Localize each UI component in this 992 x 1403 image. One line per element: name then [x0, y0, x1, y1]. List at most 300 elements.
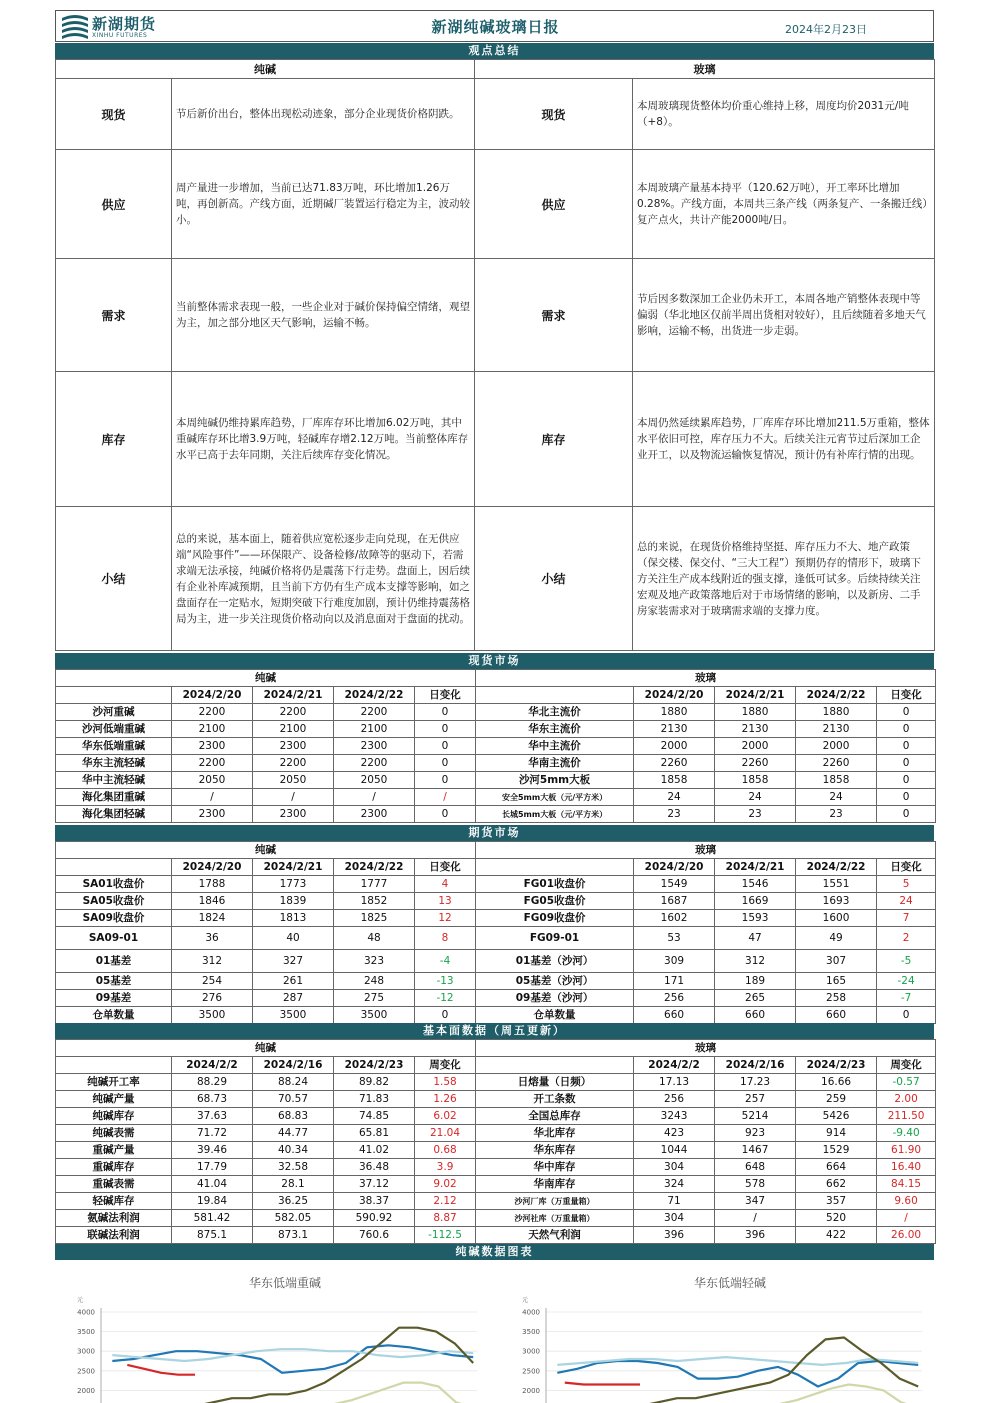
cell-value: 47 [715, 927, 796, 950]
cell-value: 265 [715, 990, 796, 1007]
table-row [56, 704, 936, 721]
cell-value: 1687 [634, 893, 715, 910]
cell-value: 1880 [634, 704, 715, 721]
table-row [56, 927, 936, 950]
cell-value: 36.48 [334, 1159, 415, 1176]
row-name: 华东库存 [476, 1142, 634, 1159]
cell-value: 1669 [715, 893, 796, 910]
cell-value: 17.23 [715, 1074, 796, 1091]
chart-light-soda [500, 1264, 930, 1403]
view-soda-text: 周产量进一步增加，当前已达71.83万吨，环比增加1.26万吨，再创新高。产线方面，近期碱厂装置运行稳定为主，波动较小。 [172, 150, 475, 259]
cell-value: 65.81 [334, 1125, 415, 1142]
fund-col-header: 2024/2/23 [334, 1057, 415, 1074]
cell-value: 2260 [634, 755, 715, 772]
cell-value: 1593 [715, 910, 796, 927]
cell-value: 2000 [715, 738, 796, 755]
cell-value: 6.02 [415, 1108, 476, 1125]
view-glass-text: 本周玻璃产量基本持平（120.62万吨），开工率环比增加0.28%。产线方面，本周共三条产线（两条复产、一条搬迁线）复产点火，共计产能2000吨/日。 [633, 150, 935, 259]
cell-value: 2300 [334, 738, 415, 755]
cell-value: 2200 [253, 704, 334, 721]
view-row-demand [56, 259, 935, 372]
cell-value: 1044 [634, 1142, 715, 1159]
cell-value: 41.02 [334, 1142, 415, 1159]
cell-value: / [253, 789, 334, 806]
futures-corner [476, 859, 634, 876]
cell-value: 648 [715, 1159, 796, 1176]
view-soda-text: 本周纯碱仍维持累库趋势，厂库库存环比增加6.02万吨，其中重碱库存环比增3.9万吨，轻碱库存增2.12万吨。当前整体库存水平已高于去年同期，关注后续库存变化情况。 [172, 372, 475, 507]
cell-value: 1602 [634, 910, 715, 927]
cell-value: 357 [796, 1193, 877, 1210]
spot-head-glass: 玻璃 [476, 670, 936, 687]
cell-value: 40.34 [253, 1142, 334, 1159]
view-glass-text: 总的来说，在现货价格维持坚挺、库存压力不大、地产政策（保交楼、保交付、“三大工程”）预期仍存的情形下，玻璃下方关注生产成本线附近的强支撑，逢低可试多。后续持续关注宏观及地产政策落地后对于市场情绪的影响，以及新房、二手房家装需求对于玻璃需求端的支撑力度。 [633, 507, 935, 651]
cell-value: 16.40 [877, 1159, 936, 1176]
cell-value: 327 [253, 950, 334, 973]
cell-value: 0 [415, 755, 476, 772]
row-name: 华南主流价 [476, 755, 634, 772]
row-name: SA05收盘价 [56, 893, 172, 910]
view-label: 供应 [475, 150, 633, 259]
cell-value: 24 [877, 893, 936, 910]
cell-value: 2260 [796, 755, 877, 772]
charts-area [55, 1264, 934, 1403]
cell-value: 1858 [634, 772, 715, 789]
cell-value: 0 [415, 721, 476, 738]
cell-value: 9.02 [415, 1176, 476, 1193]
futures-corner [56, 859, 172, 876]
spot-group-row [56, 670, 936, 687]
cell-value: 1467 [715, 1142, 796, 1159]
cell-value: 2200 [334, 704, 415, 721]
cell-value: 1880 [715, 704, 796, 721]
row-name: 安全5mm大板（元/平方米） [476, 789, 634, 806]
table-row [56, 893, 936, 910]
cell-value: 53 [634, 927, 715, 950]
cell-value: 275 [334, 990, 415, 1007]
cell-value: 2300 [334, 806, 415, 823]
cell-value: 3500 [334, 1007, 415, 1024]
y-tick-label: 3500 [77, 1328, 95, 1337]
table-row [56, 738, 936, 755]
fund-group-row [56, 1040, 936, 1057]
table-row [56, 950, 936, 973]
cell-value: / [334, 789, 415, 806]
table-row [56, 772, 936, 789]
fund-col-header: 2024/2/23 [796, 1057, 877, 1074]
view-soda-text: 当前整体需求表现一般，一些企业对于碱价保持偏空情绪，观望为主，加之部分地区天气影响，运输不畅。 [172, 259, 475, 372]
cell-value: 2260 [715, 755, 796, 772]
cell-value: 287 [253, 990, 334, 1007]
row-name: 05基差（沙河） [476, 973, 634, 990]
cell-value: 2100 [253, 721, 334, 738]
view-label: 需求 [475, 259, 633, 372]
row-name: FG05收盘价 [476, 893, 634, 910]
series-line-3 [779, 1385, 918, 1403]
row-name: 全国总库存 [476, 1108, 634, 1125]
view-row-spot [56, 79, 935, 150]
cell-value: 1846 [172, 893, 253, 910]
view-label: 库存 [56, 372, 172, 507]
cell-value: 590.92 [334, 1210, 415, 1227]
cell-value: 2050 [253, 772, 334, 789]
cell-value: 662 [796, 1176, 877, 1193]
cell-value: 578 [715, 1176, 796, 1193]
cell-value: 760.6 [334, 1227, 415, 1244]
cell-value: 84.15 [877, 1176, 936, 1193]
cell-value: -9.40 [877, 1125, 936, 1142]
futures-col-header: 2024/2/21 [715, 859, 796, 876]
row-name: 沙河重碱 [56, 704, 172, 721]
section-band-spot: 现货市场 [55, 653, 934, 669]
cell-value: 2300 [172, 738, 253, 755]
logo-cn-text: 新湖期货 [92, 15, 157, 33]
y-tick-label: 3000 [77, 1347, 95, 1356]
y-tick-label: 2500 [522, 1367, 540, 1376]
y-tick-label: 2500 [77, 1367, 95, 1376]
y-tick-label: 2000 [522, 1386, 540, 1395]
cell-value: 2 [877, 927, 936, 950]
futures-head-glass: 玻璃 [476, 842, 936, 859]
cell-value: / [715, 1210, 796, 1227]
view-header-row [56, 60, 935, 79]
cell-value: 664 [796, 1159, 877, 1176]
cell-value: 3243 [634, 1108, 715, 1125]
table-row [56, 1159, 936, 1176]
view-head-glass: 玻璃 [475, 60, 935, 79]
section-band-view: 观点总结 [55, 43, 934, 59]
cell-value: 5214 [715, 1108, 796, 1125]
row-name: 沙河低端重碱 [56, 721, 172, 738]
spot-head-soda: 纯碱 [56, 670, 476, 687]
cell-value: 0 [415, 738, 476, 755]
row-name: 日熔量（日频） [476, 1074, 634, 1091]
table-row [56, 1074, 936, 1091]
row-name: 09基差（沙河） [476, 990, 634, 1007]
cell-value: 70.57 [253, 1091, 334, 1108]
row-name: 重碱库存 [56, 1159, 172, 1176]
cell-value: 423 [634, 1125, 715, 1142]
cell-value: 1839 [253, 893, 334, 910]
cell-value: 1813 [253, 910, 334, 927]
cell-value: 1858 [796, 772, 877, 789]
report-page [55, 10, 934, 1403]
spot-col-header: 2024/2/22 [796, 687, 877, 704]
cell-value: 0 [877, 721, 936, 738]
cell-value: 875.1 [172, 1227, 253, 1244]
view-soda-text: 节后新价出台，整体出现松动迹象，部分企业现货价格阴跌。 [172, 79, 475, 150]
table-row [56, 1108, 936, 1125]
row-name: 华中主流轻碱 [56, 772, 172, 789]
cell-value: 2100 [172, 721, 253, 738]
cell-value: 582.05 [253, 1210, 334, 1227]
cell-value: 13 [415, 893, 476, 910]
table-row [56, 990, 936, 1007]
cell-value: 5426 [796, 1108, 877, 1125]
cell-value: 0 [415, 704, 476, 721]
view-glass-text: 节后因多数深加工企业仍未开工，本周各地产销整体表现中等偏弱（华北地区仅前半周出货相对较好），且后续随着多地天气影响，运输不畅，出货进一步走弱。 [633, 259, 935, 372]
cell-value: 9.60 [877, 1193, 936, 1210]
section-band-fundamental: 基本面数据（周五更新） [55, 1023, 934, 1039]
cell-value: 276 [172, 990, 253, 1007]
cell-value: 1529 [796, 1142, 877, 1159]
cell-value: 171 [634, 973, 715, 990]
y-axis-unit: 元 [522, 1297, 529, 1304]
cell-value: 0 [877, 1007, 936, 1024]
view-label: 小结 [56, 507, 172, 651]
row-name: 纯碱产量 [56, 1091, 172, 1108]
table-row [56, 910, 936, 927]
cell-value: 1600 [796, 910, 877, 927]
cell-value: 2050 [334, 772, 415, 789]
report-date: 2024年2月23日 [785, 23, 867, 36]
cell-value: 61.90 [877, 1142, 936, 1159]
cell-value: 7 [877, 910, 936, 927]
spot-col-header-row [56, 687, 936, 704]
spot-col-header: 2024/2/20 [172, 687, 253, 704]
cell-value: 660 [715, 1007, 796, 1024]
row-name: 华南库存 [476, 1176, 634, 1193]
report-title: 新湖纯碱玻璃日报 [431, 18, 560, 36]
cell-value: 2300 [253, 806, 334, 823]
cell-value: 248 [334, 973, 415, 990]
cell-value: -4 [415, 950, 476, 973]
table-row [56, 1007, 936, 1024]
table-row [56, 1227, 936, 1244]
row-name: 01基差 [56, 950, 172, 973]
row-name: 01基差（沙河） [476, 950, 634, 973]
row-name: 沙河厂库（万重量箱） [476, 1193, 634, 1210]
cell-value: 1693 [796, 893, 877, 910]
cell-value: 165 [796, 973, 877, 990]
futures-col-header: 日变化 [877, 859, 936, 876]
row-name: 轻碱库存 [56, 1193, 172, 1210]
row-name: 华东主流价 [476, 721, 634, 738]
cell-value: 0.68 [415, 1142, 476, 1159]
fund-corner [56, 1057, 172, 1074]
cell-value: 71.72 [172, 1125, 253, 1142]
cell-value: 1773 [253, 876, 334, 893]
fund-corner [476, 1057, 634, 1074]
cell-value: 0 [877, 772, 936, 789]
view-label: 小结 [475, 507, 633, 651]
spot-corner [476, 687, 634, 704]
table-row [56, 1091, 936, 1108]
row-name: FG09-01 [476, 927, 634, 950]
row-name: 华东主流轻碱 [56, 755, 172, 772]
cell-value: 24 [634, 789, 715, 806]
view-soda-text: 总的来说，基本面上，随着供应宽松逐步走向兑现，在无供应端“风险事件”——环保限产、设备检修/故障等的驱动下，若需求端无法承接，纯碱价格将仍是震荡下行走势。盘面上，因后续有企业补库减预期，且当前下方仍有生产成本支撑等影响，如之盘面存在一定贴水，短期突破下行难度加剧，预计仍维持震荡格局为主，进一步关注现货价格动向以及消息面对于盘面的扰动。 [172, 507, 475, 651]
cell-value: -5 [877, 950, 936, 973]
y-tick-label: 3000 [522, 1347, 540, 1356]
row-name: 纯碱库存 [56, 1108, 172, 1125]
row-name: 仓单数量 [56, 1007, 172, 1024]
cell-value: 2300 [172, 806, 253, 823]
row-name: 华中库存 [476, 1159, 634, 1176]
cell-value: 254 [172, 973, 253, 990]
cell-value: 2200 [334, 755, 415, 772]
row-name: FG01收盘价 [476, 876, 634, 893]
row-name: 纯碱表需 [56, 1125, 172, 1142]
cell-value: 23 [715, 806, 796, 823]
cell-value: 2130 [796, 721, 877, 738]
futures-col-header: 2024/2/20 [172, 859, 253, 876]
view-row-inventory [56, 372, 935, 507]
cell-value: 16.66 [796, 1074, 877, 1091]
futures-col-header: 2024/2/22 [334, 859, 415, 876]
cell-value: 2000 [796, 738, 877, 755]
cell-value: 1880 [796, 704, 877, 721]
table-row [56, 755, 936, 772]
y-axis-unit: 元 [77, 1297, 84, 1304]
section-band-charts: 纯碱数据图表 [55, 1244, 934, 1260]
cell-value: 0 [415, 772, 476, 789]
fund-col-header: 2024/2/2 [634, 1057, 715, 1074]
cell-value: 211.50 [877, 1108, 936, 1125]
row-name: 氨碱法利润 [56, 1210, 172, 1227]
cell-value: 2200 [172, 755, 253, 772]
cell-value: 12 [415, 910, 476, 927]
cell-value: 189 [715, 973, 796, 990]
fund-col-header: 2024/2/2 [172, 1057, 253, 1074]
cell-value: 3500 [253, 1007, 334, 1024]
futures-col-header: 2024/2/22 [796, 859, 877, 876]
cell-value: 24 [715, 789, 796, 806]
cell-value: 258 [796, 990, 877, 1007]
spot-col-header: 日变化 [415, 687, 476, 704]
cell-value: 88.24 [253, 1074, 334, 1091]
cell-value: 71.83 [334, 1091, 415, 1108]
chart-title: 华东低端重碱 [248, 1276, 322, 1290]
table-row [56, 1210, 936, 1227]
cell-value: 8 [415, 927, 476, 950]
spot-col-header: 2024/2/22 [334, 687, 415, 704]
cell-value: 257 [715, 1091, 796, 1108]
table-row [56, 1125, 936, 1142]
cell-value: 3500 [172, 1007, 253, 1024]
row-name: 华北库存 [476, 1125, 634, 1142]
row-name: 沙河5mm大板 [476, 772, 634, 789]
futures-market-table [55, 841, 936, 1024]
cell-value: 1.58 [415, 1074, 476, 1091]
row-name: 09基差 [56, 990, 172, 1007]
logo-en-text: XINHU FUTURES [92, 32, 148, 39]
spot-col-header: 2024/2/21 [715, 687, 796, 704]
row-name: 海化集团重碱 [56, 789, 172, 806]
spot-market-table [55, 669, 936, 823]
spot-corner [56, 687, 172, 704]
series-line-4 [127, 1365, 195, 1375]
cell-value: 23 [796, 806, 877, 823]
cell-value: -112.5 [415, 1227, 476, 1244]
cell-value: 2.00 [877, 1091, 936, 1108]
view-head-soda: 纯碱 [56, 60, 475, 79]
row-name: 天然气利润 [476, 1227, 634, 1244]
cell-value: 914 [796, 1125, 877, 1142]
fund-col-header-row [56, 1057, 936, 1074]
cell-value: 873.1 [253, 1227, 334, 1244]
cell-value: 304 [634, 1159, 715, 1176]
fund-head-glass: 玻璃 [476, 1040, 936, 1057]
cell-value: 2200 [172, 704, 253, 721]
cell-value: 312 [715, 950, 796, 973]
view-label: 现货 [56, 79, 172, 150]
cell-value: 261 [253, 973, 334, 990]
table-row [56, 876, 936, 893]
cell-value: 309 [634, 950, 715, 973]
cell-value: 2100 [334, 721, 415, 738]
row-name: FG09收盘价 [476, 910, 634, 927]
cell-value: 68.83 [253, 1108, 334, 1125]
row-name: 华中主流价 [476, 738, 634, 755]
cell-value: 2050 [172, 772, 253, 789]
cell-value: 0 [415, 806, 476, 823]
cell-value: 2300 [253, 738, 334, 755]
cell-value: 8.87 [415, 1210, 476, 1227]
cell-value: -0.57 [877, 1074, 936, 1091]
cell-value: 1551 [796, 876, 877, 893]
cell-value: 39.46 [172, 1142, 253, 1159]
chart-title: 华东低端轻碱 [693, 1276, 767, 1290]
cell-value: 396 [634, 1227, 715, 1244]
row-name: SA09收盘价 [56, 910, 172, 927]
cell-value: 660 [796, 1007, 877, 1024]
futures-col-header: 日变化 [415, 859, 476, 876]
series-line-0 [557, 1361, 918, 1387]
cell-value: 304 [634, 1210, 715, 1227]
cell-value: 422 [796, 1227, 877, 1244]
view-label: 供应 [56, 150, 172, 259]
cell-value: 1788 [172, 876, 253, 893]
cell-value: 0 [877, 806, 936, 823]
cell-value: 40 [253, 927, 334, 950]
cell-value: 17.79 [172, 1159, 253, 1176]
spot-col-header: 2024/2/20 [634, 687, 715, 704]
row-name: 开工条数 [476, 1091, 634, 1108]
cell-value: 660 [634, 1007, 715, 1024]
cell-value: 36.25 [253, 1193, 334, 1210]
cell-value: -7 [877, 990, 936, 1007]
cell-value: 1824 [172, 910, 253, 927]
cell-value: 2130 [715, 721, 796, 738]
cell-value: 581.42 [172, 1210, 253, 1227]
cell-value: 1546 [715, 876, 796, 893]
series-line-4 [565, 1383, 640, 1385]
futures-col-header: 2024/2/20 [634, 859, 715, 876]
row-name: 沙河社库（万重量箱） [476, 1210, 634, 1227]
futures-head-soda: 纯碱 [56, 842, 476, 859]
view-label: 需求 [56, 259, 172, 372]
y-tick-label: 4000 [77, 1308, 95, 1317]
fund-col-header: 2024/2/16 [715, 1057, 796, 1074]
spot-col-header: 2024/2/21 [253, 687, 334, 704]
fund-col-header: 2024/2/16 [253, 1057, 334, 1074]
view-glass-text: 本周仍然延续累库趋势，厂库库存环比增加211.5万重箱，整体水平依旧可控，库存压力不大。后续关注元宵节过后深加工企业开工，以及物流运输恢复情况，预计仍有补库行情的出现。 [633, 372, 935, 507]
view-glass-text: 本周玻璃现货整体均价重心维持上移，周度均价2031元/吨（+8）。 [633, 79, 935, 150]
row-name: 重碱产量 [56, 1142, 172, 1159]
cell-value: 0 [877, 738, 936, 755]
row-name: 05基差 [56, 973, 172, 990]
y-tick-label: 3500 [522, 1328, 540, 1337]
cell-value: 0 [415, 1007, 476, 1024]
cell-value: 1852 [334, 893, 415, 910]
cell-value: 347 [715, 1193, 796, 1210]
cell-value: 396 [715, 1227, 796, 1244]
cell-value: 2130 [634, 721, 715, 738]
table-row [56, 1193, 936, 1210]
cell-value: 21.04 [415, 1125, 476, 1142]
cell-value: / [172, 789, 253, 806]
futures-col-header: 2024/2/21 [253, 859, 334, 876]
